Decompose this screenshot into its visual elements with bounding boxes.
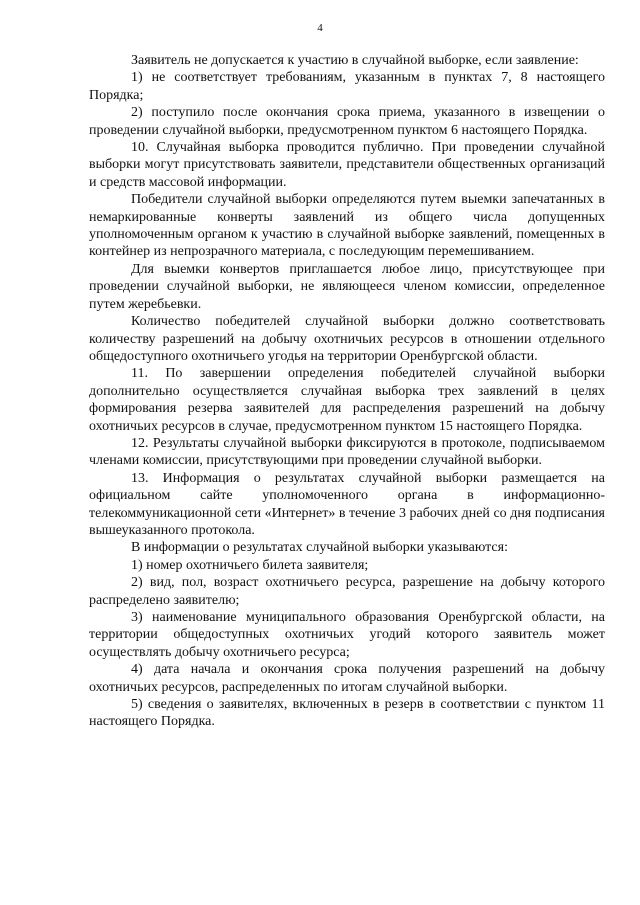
paragraph-item-11: 11. По завершении определения победителей случайной выборки дополнительно осуществляется случайная выборка трех заявлений в целях формирования резерва заявителей для распределения разрешений на добычу охотничьих ресурсов в случае, предусмотренном пунктом 15 настоящего Порядка. — [89, 366, 605, 434]
paragraph-item-13: 13. Информация о результатах случайной выборки размещается на официальном сайте уполномоченного органа в информационно-телекоммуникационной сети «Интернет» в течение 3 рабочих дней со дня подписания вышеуказанного протокола. — [89, 470, 605, 538]
paragraph-winners-determination: Победители случайной выборки определяются путем выемки запечатанных в немаркированные конверты заявлений из общего числа допущенных уполномоченным органом к участию в случайной выборке заявлений, помещенных в контейнер из непрозрачного материала, с последующим перемешиванием. — [89, 192, 605, 260]
page-number: 4 — [317, 22, 323, 34]
paragraph-info-contents: В информации о результатах случайной выборки указываются: — [131, 540, 508, 556]
paragraph-winners-count: Количество победителей случайной выборки должно соответствовать количеству разрешений на добычу охотничьих ресурсов в отношении отдельного общедоступного охотничьего угодья на территории Оренбургской области. — [89, 314, 605, 364]
paragraph-info-3: 3) наименование муниципального образования Оренбургской области, на территории общедоступных охотничьих угодий которого заявитель может осуществлять добычу охотничьего ресурса; — [89, 610, 605, 660]
paragraph-applicant-not-admitted: Заявитель не допускается к участию в случайной выборке, если заявление: — [131, 53, 579, 68]
paragraph-info-5: 5) сведения о заявителях, включенных в резерв в соответствии с пунктом 11 настоящего Порядка. — [89, 697, 605, 730]
paragraph-item-10: 10. Случайная выборка проводится публично. При проведении случайной выборки могут присутствовать заявители, представители общественных организаций и средств массовой информации. — [89, 140, 605, 190]
paragraph-info-1: 1) номер охотничьего билета заявителя; — [131, 557, 369, 573]
paragraph-condition-2: 2) поступило после окончания срока приема, указанного в извещении о проведении случайной выборки, предусмотренном пунктом 6 настоящего Порядка. — [89, 105, 605, 138]
paragraph-envelope-extraction: Для выемки конвертов приглашается любое лицо, присутствующее при проведении случайной выборки, не являющееся членом комиссии, определенное путем жеребьевки. — [89, 261, 605, 312]
document-body — [89, 52, 605, 731]
paragraph-condition-1: 1) не соответствует требованиям, указанным в пунктах 7, 8 настоящего Порядка; — [89, 70, 605, 103]
paragraph-info-4: 4) дата начала и окончания срока получения разрешений на добычу охотничьих ресурсов, распределенных по итогам случайной выборки. — [89, 662, 605, 695]
paragraph-info-2: 2) вид, пол, возраст охотничьего ресурса, разрешение на добычу которого распределено заявителю; — [89, 575, 605, 608]
paragraph-item-12: 12. Результаты случайной выборки фиксируются в протоколе, подписываемом членами комиссии, присутствующими при проведении случайной выборки. — [89, 435, 605, 469]
